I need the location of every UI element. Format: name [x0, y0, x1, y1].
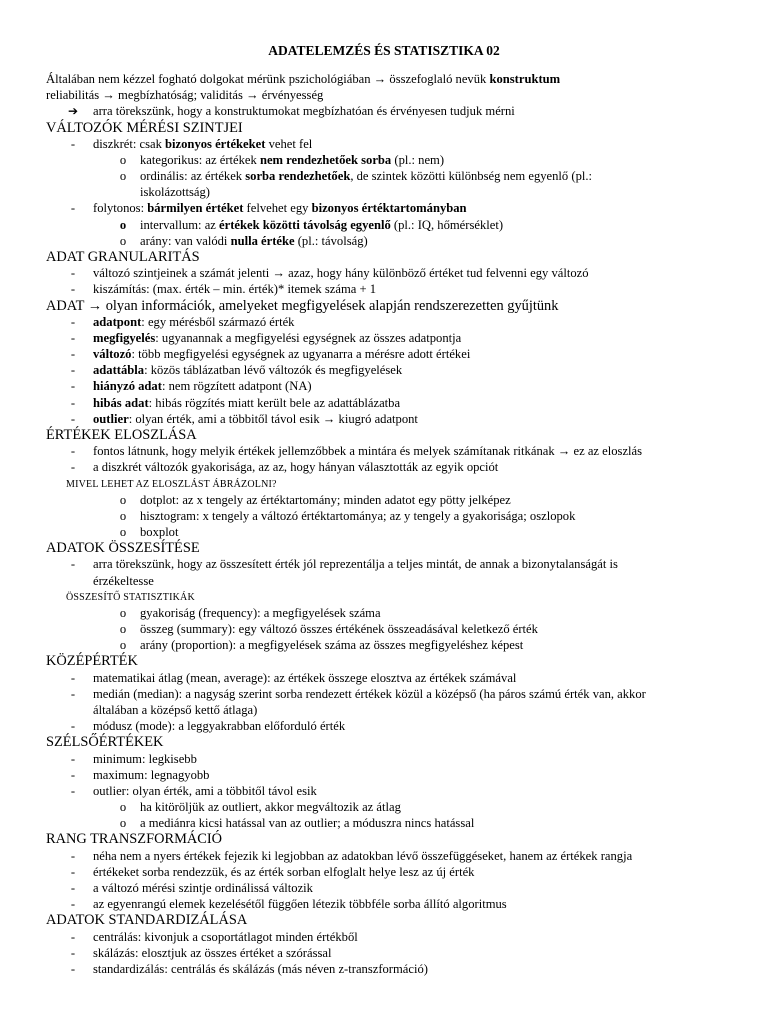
list-item [119, 169, 593, 184]
dash-bullet: - [70, 347, 76, 362]
list-item [70, 347, 471, 362]
line-text: kiszámítás: (max. érték – min. érték)* itemek száma + 1 [93, 282, 377, 297]
list-item [70, 557, 618, 572]
list-item [119, 816, 475, 831]
line-text: ha kitöröljük az outliert, akkor megváltozik az átlag [140, 800, 401, 815]
list-item [119, 622, 538, 637]
list-item [70, 767, 210, 783]
list-item [119, 217, 504, 233]
list-item [119, 605, 381, 621]
list-item [70, 282, 377, 297]
dash-bullet: - [70, 719, 76, 734]
dash-bullet: - [70, 881, 76, 895]
section-heading [46, 832, 222, 847]
circle-bullet: o [119, 492, 127, 507]
line-text: értékeket sorba rendezzük, és az érték sorban elfoglalt helye lesz az új érték [93, 864, 475, 879]
dash-bullet: - [70, 929, 76, 944]
line-text: változó szintjeinek a számát jelenti → azaz, hogy hány különböző értéket tud felvenni egy változó [93, 266, 589, 281]
list-item [119, 800, 401, 815]
line-text: a diszkrét változók gyakorisága, az az, hogy hányan választották az egyik opciót [93, 460, 499, 475]
line-text: VÁLTOZÓK MÉRÉSI SZINTJEI [46, 119, 243, 136]
line-text: ordinális: az értékek sorba rendezhetőek, de szintek közötti különbség nem egyenlő (pl.: [140, 169, 593, 184]
line-text: ADATOK STANDARDIZÁLÁSA [46, 912, 248, 929]
circle-bullet: o [119, 152, 127, 167]
list-item [70, 379, 312, 394]
list-item [70, 444, 643, 459]
line-text: néha nem a nyers értékek fejezik ki legjobban az adatokban lévő összefüggéseket, hanem az értékek rangja [93, 848, 633, 863]
section-heading [46, 735, 163, 750]
list-item [70, 929, 358, 945]
line-text: skálázás: elosztjuk az összes értéket a szórással [93, 945, 332, 960]
dash-bullet: - [70, 379, 76, 394]
list-item [70, 751, 197, 767]
line-text: boxplot [140, 525, 179, 540]
line-text: módusz (mode): a leggyakrabban előforduló érték [93, 719, 346, 734]
line-text: standardizálás: centrálás és skálázás (más néven z-transzformáció) [93, 961, 428, 976]
line-text: matematikai átlag (mean, average): az értékek összege elosztva az értékek számával [93, 670, 517, 685]
dash-bullet: - [70, 330, 76, 345]
list-item [70, 201, 467, 216]
line-text: outlier: olyan érték, ami a többitől távol esik → kiugró adatpont [93, 411, 418, 426]
line-text: hisztogram: x tengely a változó értéktartománya; az y tengely a gyakorisága; oszlopok [140, 508, 576, 523]
list-item [140, 185, 210, 200]
page-title: ADATELEMZÉS ÉS STATISZTIKA 02 [268, 43, 500, 58]
list-item [70, 864, 475, 880]
dash-bullet: - [70, 314, 76, 329]
dash-bullet: - [70, 266, 76, 281]
line-text: hibás adat: hibás rögzítés miatt került bele az adattáblázatba [93, 395, 401, 410]
list-item [119, 233, 368, 249]
list-item [70, 961, 428, 977]
line-text: outlier: olyan érték, ami a többitől távol esik [93, 783, 317, 798]
line-text: SZÉLSŐÉRTÉKEK [46, 734, 164, 751]
list-item [70, 266, 589, 281]
line-text: gyakoriság (frequency): a megfigyelések száma [140, 605, 381, 620]
line-text: maximum: legnagyobb [93, 767, 210, 782]
list-item [70, 314, 295, 330]
dash-bullet: - [70, 751, 76, 766]
circle-bullet: o [119, 525, 127, 540]
section-heading [46, 250, 200, 265]
line-text: dotplot: az x tengely az értéktartomány; minden adatot egy pötty jelképez [140, 492, 511, 507]
list-item [70, 363, 403, 378]
dash-bullet: - [70, 945, 76, 960]
line-text: KÖZÉPÉRTÉK [46, 653, 138, 670]
arrow-bullet-icon: ➔ [67, 104, 79, 119]
line-text: iskolázottság) [140, 185, 210, 200]
list-item [70, 881, 313, 896]
dash-bullet: - [70, 557, 76, 572]
line-text: reliabilitás → megbízhatóság; validitás → érvényesség [46, 88, 324, 103]
line-text: arány (proportion): a megfigyelések száma az összes megfigyeléshez képest [140, 638, 524, 653]
line-text: összeg (summary): egy változó összes értékének összeadásával keletkező érték [140, 622, 538, 637]
line-text: a változó mérési szintje ordinálissá változik [93, 881, 313, 895]
dash-bullet: - [70, 767, 76, 782]
section-heading [46, 654, 138, 669]
list-item [70, 411, 418, 427]
dash-bullet: - [70, 363, 76, 378]
line-text: érzékeltesse [93, 573, 154, 588]
list-item [46, 72, 560, 87]
dash-bullet: - [70, 783, 76, 798]
line-text: adattábla: közös táblázatban lévő változók és megfigyelések [93, 363, 403, 378]
list-item [70, 460, 499, 475]
line-text: ÉRTÉKEK ELOSZLÁSA [46, 426, 197, 443]
dash-bullet: - [70, 864, 76, 879]
dash-bullet: - [70, 282, 76, 297]
section-heading [46, 541, 200, 556]
dash-bullet: - [70, 444, 76, 459]
line-text: Általában nem kézzel fogható dolgokat mérünk pszichológiában → összefoglaló nevük konstruktum [46, 72, 561, 86]
line-text: ADAT GRANULARITÁS [46, 248, 200, 265]
section-heading [46, 121, 243, 136]
line-text: arány: van valódi nulla értéke (pl.: távolság) [140, 233, 368, 248]
circle-bullet: o [119, 217, 127, 232]
list-item [70, 719, 346, 734]
dash-bullet: - [70, 201, 76, 216]
list-item [93, 574, 154, 589]
line-text: intervallum: az értékek közötti távolság egyenlő (pl.: IQ, hőmérséklet) [140, 217, 504, 232]
list-item [93, 703, 257, 718]
section-heading [46, 299, 558, 314]
line-text: diszkrét: csak bizonyos értékeket vehet fel [93, 136, 313, 151]
list-item [70, 897, 507, 912]
line-text: centrálás: kivonjuk a csoportátlagot minden értékből [93, 929, 358, 944]
dash-bullet: - [70, 686, 76, 701]
dash-bullet: - [70, 411, 76, 426]
list-item [119, 638, 524, 653]
list-item [70, 670, 517, 686]
list-item [119, 492, 511, 508]
line-text: ÖSSZESÍTŐ STATISZTIKÁK [66, 591, 195, 603]
line-text: fontos látnunk, hogy melyik értékek jellemzőbbek a mintára és melyek számítanak ritkának → ez az eloszlás [93, 444, 643, 459]
list-item [70, 686, 646, 702]
circle-bullet: o [119, 800, 127, 815]
list-item [70, 783, 317, 799]
line-text: hiányzó adat: nem rögzített adatpont (NA) [93, 379, 312, 394]
list-item [119, 152, 445, 168]
line-text: arra törekszünk, hogy a konstruktumokat megbízhatóan és érvényesen tudjuk mérni [93, 104, 515, 119]
line-text: a mediánra kicsi hatással van az outlier; a móduszra nincs hatással [140, 816, 475, 831]
dash-bullet: - [70, 395, 76, 410]
list-item [119, 525, 179, 540]
line-text: minimum: legkisebb [93, 751, 197, 766]
dash-bullet: - [70, 460, 76, 475]
list-item [70, 136, 313, 152]
list-item [67, 104, 515, 119]
list-item [70, 330, 462, 346]
line-text: megfigyelés: ugyanannak a megfigyelési egységnek az összes adatpontja [93, 330, 462, 345]
dash-bullet: - [70, 961, 76, 976]
list-item [119, 508, 576, 524]
circle-bullet: o [119, 233, 127, 248]
dash-bullet: - [70, 670, 76, 685]
line-text: általában a középső kettő átlaga) [93, 703, 258, 718]
line-text: medián (median): a nagyság szerint sorba rendezett értékek közül a középső (ha páros számú érték van, akkor [93, 686, 646, 701]
section-heading [46, 913, 247, 928]
list-item [70, 945, 332, 961]
dash-bullet: - [70, 848, 76, 863]
list-item [46, 88, 323, 103]
circle-bullet: o [119, 169, 127, 184]
line-text: az egyenrangú elemek kezelésétől függően létezik többféle sorba állító algoritmus [93, 897, 507, 912]
circle-bullet: o [119, 605, 127, 620]
line-text: ADATOK ÖSSZESÍTÉSE [46, 540, 200, 557]
dash-bullet: - [70, 897, 76, 912]
circle-bullet: o [119, 638, 127, 653]
line-text: folytonos: bármilyen értéket felvehet egy bizonyos értéktartományban [93, 201, 467, 216]
list-item [70, 395, 401, 411]
line-text: kategorikus: az értékek nem rendezhetőek sorba (pl.: nem) [140, 152, 445, 167]
list-item [70, 848, 633, 864]
dash-bullet: - [70, 136, 76, 151]
section-heading [46, 428, 197, 443]
circle-bullet: o [119, 816, 127, 831]
line-text: arra törekszünk, hogy az összesített érték jól reprezentálja a teljes mintát, de annak a bizonytalanságát is [93, 557, 618, 572]
subsection-heading [66, 590, 195, 605]
line-text: MIVEL LEHET AZ ELOSZLÁST ÁBRÁZOLNI? [66, 478, 277, 490]
line-text: adatpont: egy mérésből származó érték [93, 314, 295, 329]
circle-bullet: o [119, 508, 127, 523]
line-text: változó: több megfigyelési egységnek az ugyanarra a mérésre adott értékei [93, 347, 471, 362]
line-text: RANG TRANSZFORMÁCIÓ [46, 831, 223, 848]
line-text: ADAT → olyan információk, amelyeket megfigyelések alapján rendszerezetten gyűjtünk [46, 297, 559, 314]
subsection-heading [66, 477, 277, 492]
circle-bullet: o [119, 622, 127, 637]
